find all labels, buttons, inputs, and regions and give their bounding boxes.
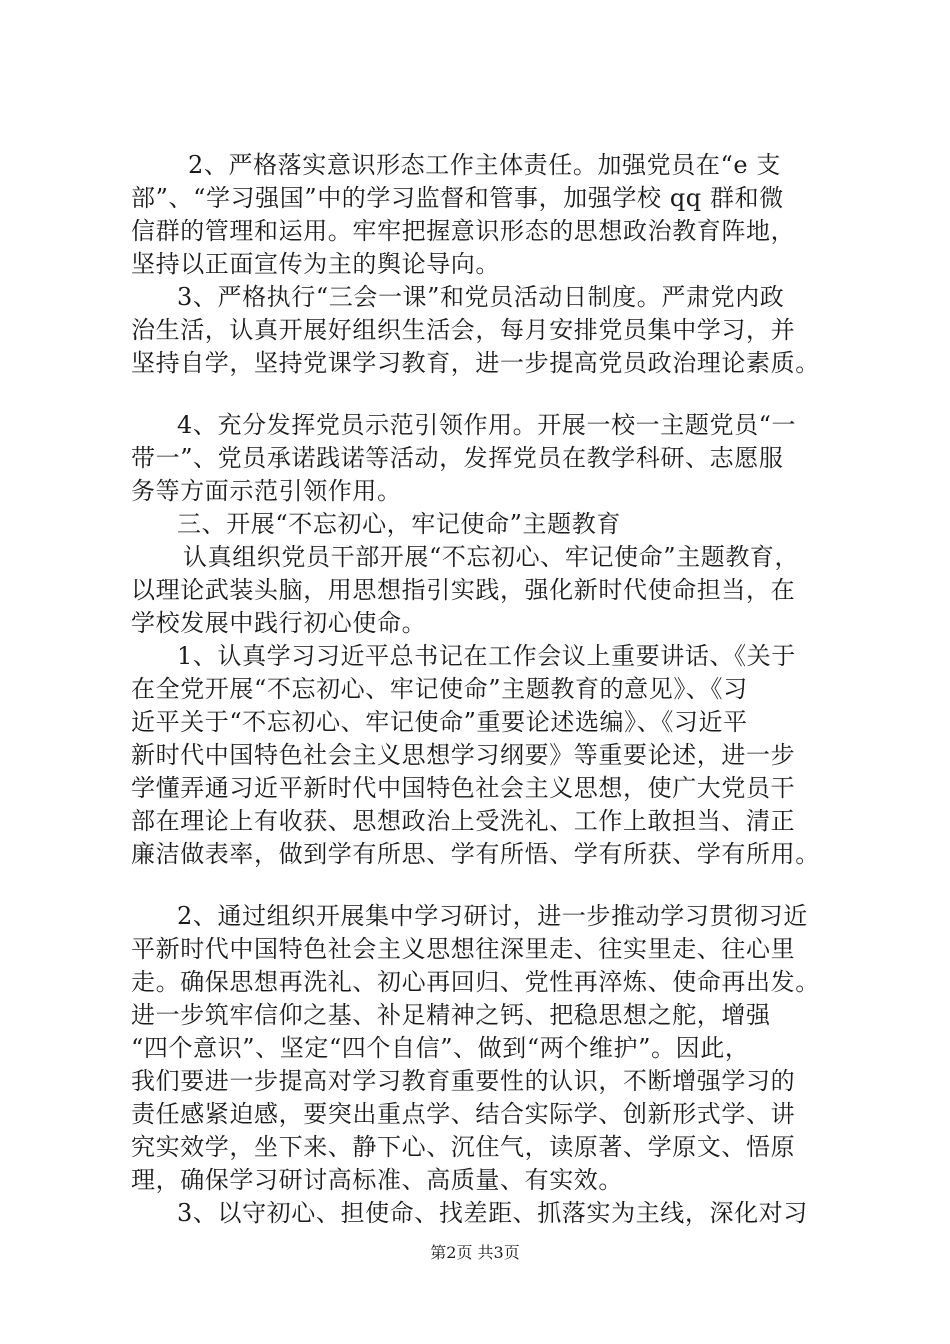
text-line: 学懂弄通习近平新时代中国特色社会主义思想，使广大党员干 [131,774,796,802]
page-footer: 第2页 共3页 [430,1243,520,1262]
text-line: 以理论武装头脑，用思想指引实践，强化新时代使命担当，在 [131,576,796,604]
text-line: 理，确保学习研讨高标准、高质量、有实效。 [131,1166,623,1194]
text-line: 走。确保思想再洗礼、初心再回归、党性再淬炼、使命再出发。 [131,968,820,996]
text-line: 部在理论上有收获、思想政治上受洗礼、工作上敢担当、清正 [131,807,796,835]
text-line: 责任感紧迫感，要突出重点学、结合实际学、创新形式学、讲 [131,1100,796,1128]
text-line: 认真组织党员干部开展“不忘初心、牢记使命”主题教育， [183,543,800,571]
text-line: “四个意识”、坚定“四个自信”、做到“两个维护”。因此， [131,1034,750,1062]
text-line: 廉洁做表率，做到学有所思、学有所悟、学有所获、学有所用。 [131,840,820,868]
text-line: 3、严格执行“三会一课”和党员活动日制度。严肃党内政 [177,283,785,311]
text-line: 在全党开展“不忘初心、牢记使命”主题教育的意见》、《习 [131,675,748,703]
section-heading: 三、开展“不忘初心，牢记使命”主题教育 [177,510,621,538]
text-line: 务等方面示范引领作用。 [131,477,402,505]
text-line: 坚持以正面宣传为主的舆论导向。 [131,250,500,278]
text-line: 近平关于“不忘初心、牢记使命”重要论述选编》、《习近平 [131,708,748,736]
text-line: 部”、“学习强国”中的学习监督和管事，加强学校 qq 群和微 [131,184,784,212]
text-line: 2、通过组织开展集中学习研讨，进一步推动学习贯彻习近 [177,902,808,930]
text-line: 2、严格落实意识形态工作主体责任。加强党员在“e 支 [188,151,781,179]
text-line: 治生活，认真开展好组织生活会，每月安排党员集中学习，并 [131,316,796,344]
text-line: 3、以守初心、担使命、找差距、抓落实为主线，深化对习 [177,1199,808,1227]
text-line: 坚持自学，坚持党课学习教育，进一步提高党员政治理论素质。 [131,349,820,377]
text-line: 4、充分发挥党员示范引领作用。开展一校一主题党员“一 [177,411,797,439]
text-line: 新时代中国特色社会主义思想学习纲要》等重要论述，进一步 [131,741,796,769]
text-line: 进一步筑牢信仰之基、补足精神之钙、把稳思想之舵，增强 [131,1001,771,1029]
text-line: 1、认真学习习近平总书记在工作会议上重要讲话、《关于 [177,642,796,670]
text-line: 带一”、党员承诺践诺等活动，发挥党员在教学科研、志愿服 [131,444,784,472]
text-line: 我们要进一步提高对学习教育重要性的认识，不断增强学习的 [131,1067,796,1095]
text-line: 究实效学，坐下来、静下心、沉住气，读原著、学原文、悟原 [131,1133,796,1161]
text-line: 平新时代中国特色社会主义思想往深里走、往实里走、往心里 [131,935,796,963]
text-line: 学校发展中践行初心使命。 [131,609,427,637]
text-line: 信群的管理和运用。牢牢把握意识形态的思想政治教育阵地， [131,217,796,245]
